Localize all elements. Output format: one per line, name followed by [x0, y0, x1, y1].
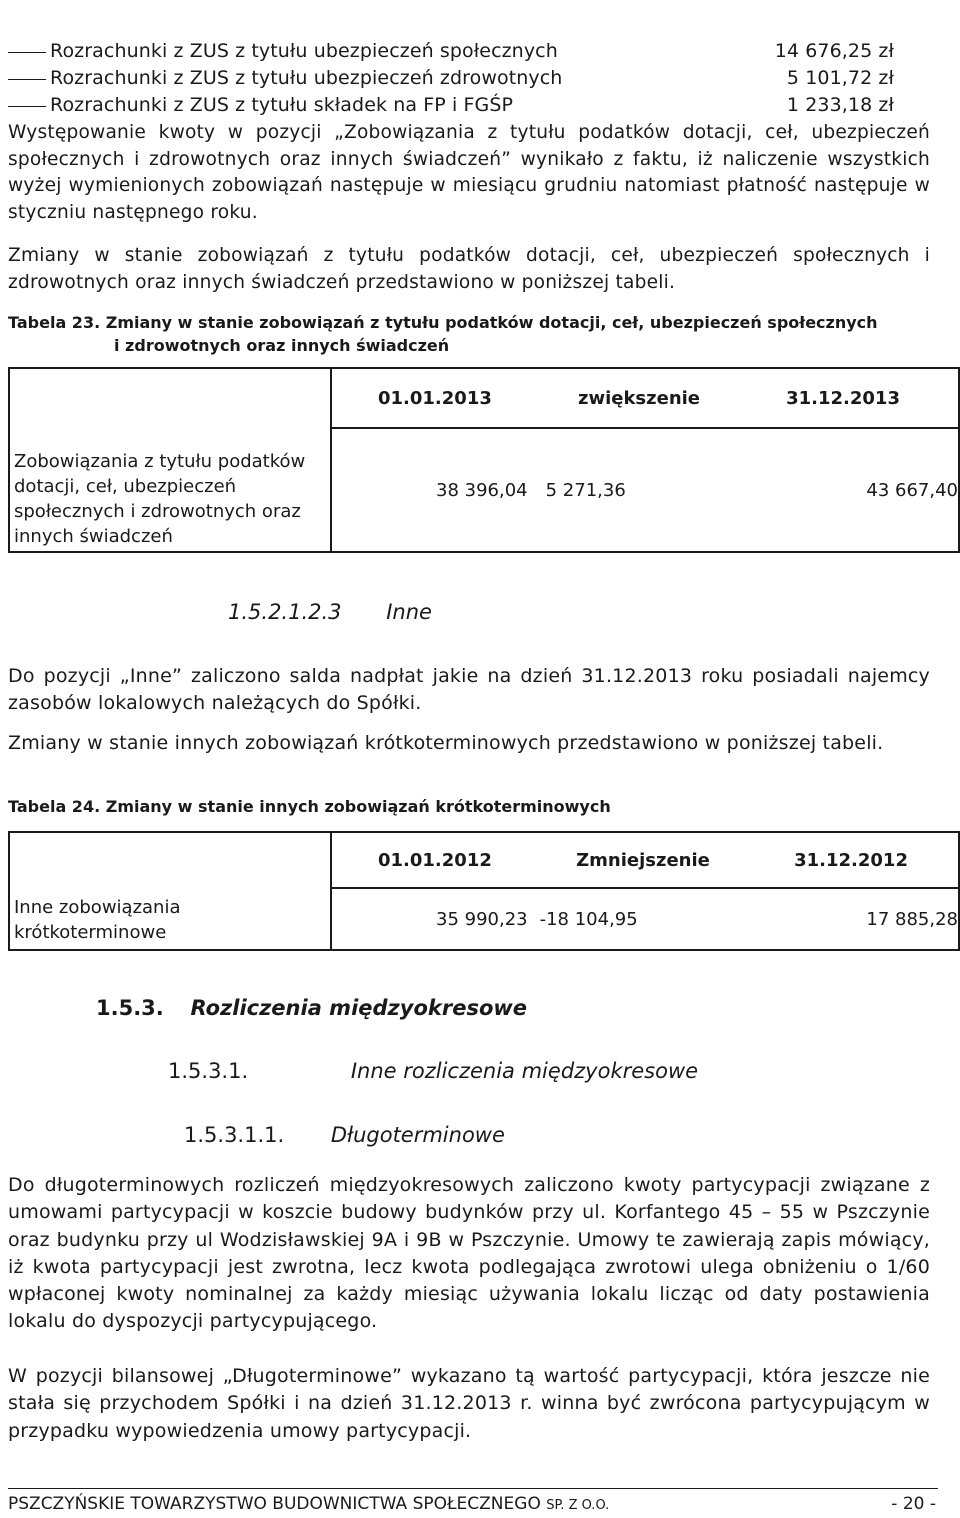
- table23-caption-line2: i zdrowotnych oraz innych świadczeń: [114, 336, 450, 355]
- table23-header-col3: 31.12.2013: [786, 387, 900, 409]
- table24-header-col3: 31.12.2012: [794, 849, 908, 871]
- paragraph-table24-intro: Zmiany w stanie innych zobowiązań krótkoterminowych przedstawiono w poniższej tabeli.: [8, 732, 884, 754]
- table24: [8, 831, 960, 951]
- table23-row-label: Zobowiązania z tytułu podatków dotacji, ceł, ubezpieczeń społecznych i zdrowotnych oraz innych świadczeń: [9, 368, 331, 552]
- heading-1-5-3-1-1: [184, 1123, 505, 1147]
- section-number: 1.5.3.1.1.: [184, 1123, 285, 1147]
- heading-1-5-3: [96, 996, 527, 1020]
- table23-header-col2: zwiększenie: [577, 387, 701, 409]
- heading-1-5-3-1: [168, 1059, 698, 1083]
- table23-caption: [8, 311, 930, 357]
- dash-marker: [8, 106, 46, 107]
- paragraph-dlugoterminowe-1: Do długoterminowych rozliczeń międzyokresowych zaliczono kwoty partycypacji związane z umowami partycypacji w koszcie budowy budynków przy ul. Korfantego 45 – 55 w Pszczynie oraz budynku przy ul Wodzisławskiej 9A i 9B w Pszczynie. Umowy te zawierają zapis mówiący, iż kwota partycypacji jest zwrotna, lecz kwota podlegająca zwrotowi ulega obniżeniu o 1/60 wpłaconej kwoty nominalnej za każdy miesiąc używania lokalu licząc od daty postawienia lokalu do dyspozycji partycypującego.: [8, 1174, 930, 1333]
- table23: [8, 367, 960, 553]
- table23-value-col3: 43 667,40: [866, 479, 958, 501]
- footer-page-number: - 20 -: [891, 1494, 936, 1514]
- list-item-label: Rozrachunki z ZUS z tytułu składek na FP i FGŚP: [50, 94, 514, 116]
- footer-company-suffix: SP. Z O.O.: [546, 1498, 610, 1513]
- paragraph-inne: Do pozycji „Inne” zaliczono salda nadpłat jakie na dzień 31.12.2013 roku posiadali najemcy zasobów lokalowych należących do Spółki.: [8, 665, 930, 714]
- section-number: 1.5.3.1.: [168, 1059, 249, 1083]
- section-title: Rozliczenia międzyokresowe: [190, 996, 528, 1020]
- section-title: Długoterminowe: [330, 1123, 505, 1147]
- list-item-amount: 5 101,72 zł: [786, 67, 894, 89]
- table24-value-col2: -18 104,95: [539, 908, 638, 930]
- table24-caption-text: Zmiany w stanie innych zobowiązań krótkoterminowych: [105, 797, 611, 816]
- footer-divider: [8, 1488, 938, 1489]
- table24-value-col3: 17 885,28: [866, 908, 958, 930]
- paragraph-table23-intro: Zmiany w stanie zobowiązań z tytułu podatków dotacji, ceł, ubezpieczeń społecznych i zdrowotnych oraz innych świadczeń przedstawiono w poniższej tabeli.: [8, 245, 930, 293]
- list-item-amount: 14 676,25 zł: [774, 40, 894, 62]
- footer-company-name: PSZCZYŃSKIE TOWARZYSTWO BUDOWNICTWA SPOŁECZNEGO: [8, 1494, 541, 1514]
- table23-header-col1: 01.01.2013: [378, 387, 492, 409]
- section-title: Inne rozliczenia międzyokresowe: [350, 1059, 699, 1083]
- heading-1-5-2-1-2-3: [228, 600, 432, 624]
- table23-value-col2: 5 271,36: [545, 479, 626, 501]
- table23-value-col1: 38 396,04: [436, 479, 528, 501]
- list-item-label: Rozrachunki z ZUS z tytułu ubezpieczeń zdrowotnych: [50, 67, 563, 89]
- dash-marker: [8, 79, 46, 80]
- paragraph-dlugoterminowe-2: W pozycji bilansowej „Długoterminowe” wykazano tą wartość partycypacji, która jeszcze nie stała się przychodem Spółki i na dzień 31.12.2013 r. winna być zwrócona partycypującym w przypadku wypowiedzenia umowy partycypacji.: [8, 1365, 930, 1442]
- list-item-amount: 1 233,18 zł: [786, 94, 894, 116]
- table24-header-col2: Zmniejszenie: [576, 849, 710, 871]
- section-title: Inne: [386, 600, 432, 624]
- dash-marker: [8, 52, 46, 53]
- section-number: 1.5.3.: [96, 996, 164, 1020]
- table24-value-row: [331, 888, 959, 950]
- table24-header-col1: 01.01.2012: [378, 849, 492, 871]
- section-number: 1.5.2.1.2.3: [228, 600, 342, 624]
- table24-caption: [8, 795, 930, 818]
- table24-header-row: [331, 832, 959, 888]
- table24-value-col1: 35 990,23: [436, 908, 528, 930]
- table23-caption-line1: Zmiany w stanie zobowiązań z tytułu podatków dotacji, ceł, ubezpieczeń społecznych: [105, 313, 878, 332]
- table24-caption-label: Tabela 24.: [8, 797, 101, 816]
- table23-value-row: [331, 428, 959, 552]
- paragraph-zus-explanation: Występowanie kwoty w pozycji „Zobowiązania z tytułu podatków dotacji, ceł, ubezpieczeń społecznych i zdrowotnych oraz innych świadczeń” wynikało z faktu, iż naliczenie wszystkich wyżej wymienionych zobowiązań następuje w miesiącu grudniu natomiast płatność następuje w styczniu następnego roku.: [8, 122, 930, 223]
- table24-row-label: Inne zobowiązania krótkoterminowe: [9, 832, 331, 950]
- table23-caption-label: Tabela 23.: [8, 313, 101, 332]
- footer-company: [8, 1494, 609, 1514]
- list-item-label: Rozrachunki z ZUS z tytułu ubezpieczeń społecznych: [50, 40, 558, 62]
- table23-header-row: [331, 368, 959, 428]
